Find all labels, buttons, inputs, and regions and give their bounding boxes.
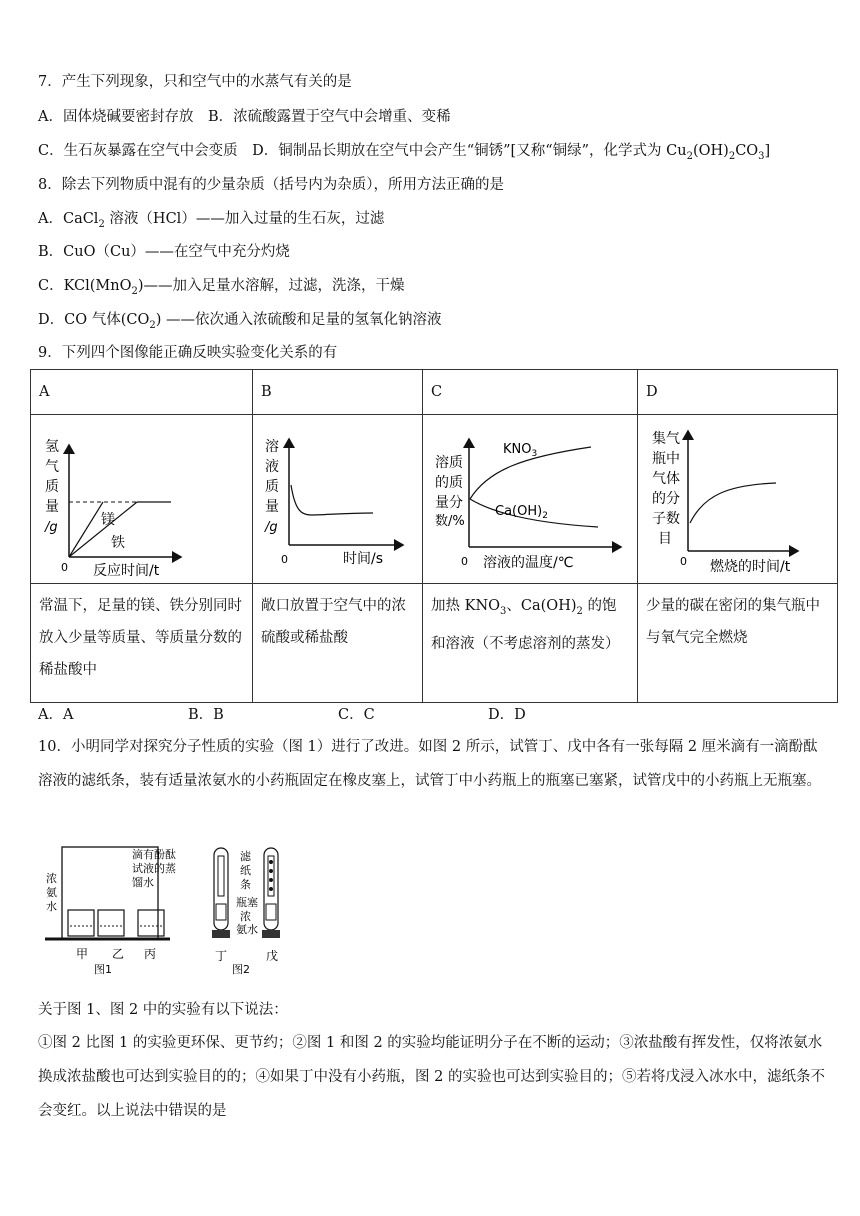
ylabel-c-2: 的质 (435, 475, 463, 491)
q9-graph-a-cell (31, 415, 253, 584)
q9-option-b: B．B (188, 707, 224, 723)
q9-desc-a: 常温下，足量的镁、铁分别同时放入少量等质量、等质量分数的稀盐酸中 (31, 584, 253, 703)
label-kno3: $KNO_3$ (503, 442, 538, 459)
q9-option-a: A．A (38, 707, 74, 723)
fig1 (45, 847, 176, 976)
fig2-label-3: 条 (240, 878, 251, 891)
fig2-label-5: 浓 (240, 910, 251, 923)
curve-d (690, 483, 776, 523)
q9-header-c: C (423, 370, 638, 415)
fig1-right-3: 馏水 (132, 876, 154, 889)
beaker-yi: 乙 (112, 947, 125, 961)
q9-stem: 9．下列四个图像能正确反映实验变化关系的有 (38, 345, 338, 361)
fig1-left-1: 浓 (46, 872, 57, 885)
ylabel-a-3: 质 (45, 479, 59, 495)
fig1-left-3: 水 (46, 900, 57, 913)
ylabel-d-5: 子数 (652, 511, 680, 527)
origin-b: 0 (281, 553, 288, 566)
q9-table (30, 369, 838, 703)
fig2-caption: 图2 (232, 963, 250, 976)
ylabel-d-2: 瓶中 (652, 451, 680, 467)
q7-options-cd: C．生石灰暴露在空气中会变质 D．铜制品长期放在空气中会产生“铜锈”[又称“铜绿”，化学式为 $Cu_2(OH)_2CO_3$] (38, 143, 771, 162)
q9-graph-d (638, 415, 836, 579)
ylabel-b-2: 液 (265, 459, 279, 475)
ylabel-a-5: /g (45, 520, 58, 535)
xlabel-d: 燃烧的时间/t (710, 559, 791, 575)
q10-stem: 10．小明同学对探究分子性质的实验（图 1）进行了改进。如图 2 所示，试管丁、戊中各有一张每隔 2 厘米滴有一滴酚酞溶液的滤纸条，装有适量浓氨水的小药瓶固定在橡皮塞上，试管丁中小药瓶上的瓶塞已塞紧，试管戊中的小药瓶上无瓶塞。 (38, 739, 821, 789)
fe-line (69, 502, 137, 557)
label-caoh2: $Ca(OH)_2$ (495, 504, 548, 521)
q9-graph-c (423, 415, 636, 579)
mg-line (69, 502, 103, 557)
q7-stem: 7．产生下列现象，只和空气中的水蒸气有关的是 (38, 74, 352, 90)
fig1-right-1: 滴有酚酞 (132, 848, 176, 861)
q9-header-a: A (31, 370, 253, 415)
ylabel-c-4: 数/% (435, 514, 465, 529)
q9-desc-c: 加热 $KNO_3$、$Ca(OH)_2$ 的饱和溶液（不考虑溶剂的蒸发） (423, 584, 638, 703)
q9-desc-d: 少量的碳在密闭的集气瓶中与氧气完全燃烧 (638, 584, 838, 703)
q10-intro: 关于图 1、图 2 中的实验有以下说法： (38, 1002, 288, 1018)
q9-option-d: D．D (488, 707, 526, 723)
tube-ding: 丁 (215, 949, 228, 963)
ylabel-d-3: 气体 (652, 471, 680, 487)
ylabel-a-1: 氢 (45, 439, 59, 455)
xlabel-b: 时间/s (343, 551, 384, 567)
ylabel-b-4: 量 (265, 499, 279, 515)
ylabel-b-3: 质 (265, 479, 279, 495)
q8-option-a: A．CaCl$_2$ 溶液（HCl）——加入过量的生石灰，过滤 (38, 211, 385, 230)
ylabel-c-3: 量分 (435, 495, 463, 511)
fig1-left-2: 氨 (46, 886, 57, 899)
ylabel-d-6: 目 (658, 531, 672, 547)
q9-graph-b-cell (253, 415, 423, 584)
q8-option-b: B．CuO（Cu）——在空气中充分灼烧 (38, 244, 290, 260)
fig2-label-6: 氨水 (236, 923, 258, 936)
ylabel-a-4: 量 (45, 499, 59, 515)
fig2-label-1: 滤 (240, 850, 251, 863)
origin-a: 0 (61, 561, 68, 574)
q9-graph-b (253, 415, 421, 579)
q9-desc-b: 敞口放置于空气中的浓硫酸或稀盐酸 (253, 584, 423, 703)
q9-graph-a (31, 415, 251, 579)
q9-graph-d-cell (638, 415, 838, 584)
q9-header-d: D (638, 370, 838, 415)
q9-option-c: C．C (338, 707, 375, 723)
q10-statements: ①图 2 比图 1 的实验更环保、更节约；②图 1 和图 2 的实验均能证明分子在不断的运动；③浓盐酸有挥发性，仅将浓氨水换成浓盐酸也可达到实验目的的；④如果丁中没有小药瓶，图 2 的实验也可达到实验目的；⑤若将戊浸入冰水中，滤纸条不会变红。以上说法中错误的是 (38, 1035, 825, 1119)
ylabel-d-1: 集气 (652, 431, 680, 447)
fig2-label-4: 瓶塞 (236, 896, 258, 909)
ylabel-c-1: 溶质 (435, 455, 463, 471)
fig1-caption: 图1 (94, 963, 112, 976)
label-mg: 镁 (101, 512, 115, 528)
q9-graph-c-cell (423, 415, 638, 584)
q8-option-d: D．CO 气体$(CO_2)$ ——依次通入浓硫酸和足量的氢氧化钠溶液 (38, 312, 442, 331)
ylabel-a-2: 气 (45, 459, 59, 475)
beaker-bing: 丙 (144, 947, 157, 961)
beaker-jia: 甲 (76, 947, 89, 961)
ylabel-b-5: /g (265, 520, 278, 535)
xlabel-a: 反应时间/t (93, 563, 160, 579)
tube-wu: 戊 (266, 949, 279, 963)
xlabel-c: 溶液的温度/℃ (483, 555, 574, 571)
q7-options-ab: A．固体烧碱要密封存放 B．浓硫酸露置于空气中会增重、变稀 (38, 109, 451, 125)
curve-b (291, 485, 373, 515)
ylabel-b-1: 溶 (265, 439, 279, 455)
ylabel-d-4: 的分 (652, 491, 680, 507)
origin-d: 0 (680, 555, 687, 568)
label-fe: 铁 (111, 535, 125, 551)
fig2-label-2: 纸 (240, 864, 251, 877)
q10-figures (40, 842, 290, 982)
q8-stem: 8．除去下列物质中混有的少量杂质（括号内为杂质），所用方法正确的是 (38, 177, 504, 193)
q9-header-b: B (253, 370, 423, 415)
fig1-right-2: 试液的蒸 (132, 862, 176, 875)
q8-option-c: C．KCl(MnO$_2$)——加入足量水溶解，过滤，洗涤，干燥 (38, 278, 405, 297)
fig2 (212, 848, 280, 976)
origin-c: 0 (461, 555, 468, 568)
